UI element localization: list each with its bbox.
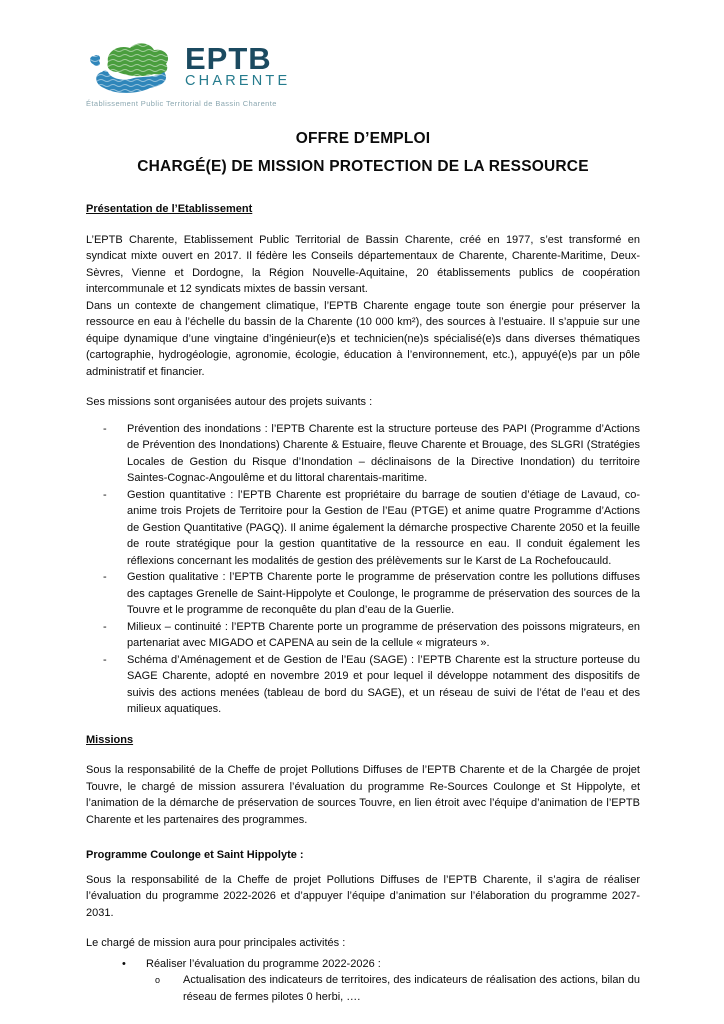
dash-marker: - <box>103 653 107 666</box>
project-item <box>86 652 640 718</box>
project-item-text: Schéma d’Aménagement et de Gestion de l’Eau (SAGE) : l’EPTB Charente est la structure porteuse du SAGE Charente, adopté en novembre 2019 et pour lequel il développe notamment des dispositifs de suivis des actions menées (tableau de bord du SAGE), et un réseau de suivi de l’état de l’eau et des milieux aquatiques. <box>127 653 640 715</box>
presentation-list-intro: Ses missions sont organisées autour des projets suivants : <box>86 396 373 408</box>
eptb-logo <box>86 38 301 108</box>
presentation-para-2: Dans un contexte de changement climatique, l’EPTB Charente engage toute son énergie pour préserver la ressource en eau à l’échelle du bassin de la Charente (10 000 km²), des sources à l’estuaire. Il s’appuie sur une équipe dynamique d’une vingtaine d’ingénieur(e)s et technicien(ne)s spécialisé(e)s dans diverses thématiques (cartographie, hydrogéologie, agronomie, écologie, éducation à l’environnement, etc.), appuyé(e)s par un pôle administratif et financier. <box>86 299 640 378</box>
projects-list <box>86 421 640 718</box>
project-item <box>86 569 640 619</box>
missions-heading: Missions <box>86 733 134 746</box>
project-item-text: Gestion qualitative : l’EPTB Charente porte le programme de préservation contre les pollutions diffuses des captages Grenelle de Saint-Hippolyte et Coulonge, le programme de préservation des sources de la Touvre et le programme de reconquête du plan d’eau de la Guerlie. <box>127 571 640 616</box>
activity-subitem-text: Actualisation des indicateurs de territoires, des indicateurs de réalisation des actions, bilan du réseau de fermes pilotes 0 herbi, …. <box>183 974 640 1003</box>
dash-marker: - <box>103 488 107 501</box>
project-item-text: Milieux – continuité : l’EPTB Charente porte un programme de préservation des poissons migrateurs, en partenariat avec MIGADO et CAPENA au sein de la cellule « migrateurs ». <box>127 620 640 649</box>
logo-tagline: Établissement Public Territorial de Bassin Charente <box>86 99 277 108</box>
project-item <box>86 421 640 487</box>
project-item-text: Prévention des inondations : l’EPTB Charente est la structure porteuse des PAPI (Programme d’Actions de Prévention des Inondations) Charente & Estuaire, fleuve Charente et Brouage, des SLGRI (Stratégies Locales de Gestion du Risque d’Inondation – déclinaisons de la Directive Inondation) du territoire Saintes-Cognac-Angoulême et du littoral charentais-maritime. <box>127 422 640 484</box>
project-item-text: Gestion quantitative : l’EPTB Charente est propriétaire du barrage de soutien d’étiage de Lavaud, co-anime trois Projets de Territoire pour la Gestion de l’Eau (PTGE) et anime quatre Programme d’Actions de Gestion Quantitative (PAGQ). Il anime également la démarche prospective Charente 2050 et la feuille de route stratégique pour la gestion quantitative de la ressource en eau. Il conduit également les réflexions concernant les modalités de gestion des prélèvements sur le Karst de La Rochefoucauld. <box>127 488 640 567</box>
presentation-para-1: L’EPTB Charente, Etablissement Public Territorial de Bassin Charente, créé en 1977, s’est transformé en syndicat mixte ouvert en 2017. Il fédère les Conseils départementaux de Charente, Charente-Maritime, Deux-Sèvres, Vienne et Dordogne, la Région Nouvelle-Aquitaine, 20 établissements publics de coopération intercommunale et 12 syndicats mixtes de bassin versant. <box>86 233 640 295</box>
missions-para: Sous la responsabilité de la Cheffe de projet Pollutions Diffuses de l’EPTB Charente et de la Chargée de projet Touvre, le chargé de mission assurera l’évaluation du programme Re-Sources Coulonge et St Hippolyte, et l’animation de la démarche de préservation de sources Touvre, en lien étroit avec l’équipe d’animation de l’EPTB Charente et les partenaires des programmes. <box>86 764 640 826</box>
project-item <box>86 487 640 570</box>
programme-para-2: Le chargé de mission aura pour principales activités : <box>86 937 346 949</box>
eptb-logo-row <box>86 38 301 96</box>
project-item <box>86 619 640 652</box>
basin-map-icon <box>86 38 174 96</box>
document-title <box>86 125 640 181</box>
programme-heading: Programme Coulonge et Saint Hippolyte : <box>86 849 304 861</box>
dash-marker: - <box>103 422 107 435</box>
activity-item <box>86 956 640 973</box>
logo-name: EPTB <box>185 41 272 76</box>
eptb-logo-text <box>185 41 291 90</box>
title-line-1: OFFRE D’EMPLOI <box>295 130 431 147</box>
title-line-2: CHARGÉ(E) DE MISSION PROTECTION DE LA RESSOURCE <box>137 158 589 175</box>
presentation-heading: Présentation de l’Etablissement <box>86 203 253 215</box>
programme-para-1: Sous la responsabilité de la Cheffe de projet Pollutions Diffuses de l’EPTB Charente, il s’agira de réaliser l’évaluation du programme 2022-2026 et d’appuyer l’équipe d’animation sur l’élaboration du programme 2027-2031. <box>86 873 640 919</box>
activities-list <box>86 956 640 1006</box>
dash-marker: - <box>103 571 107 583</box>
dash-marker: - <box>103 620 107 633</box>
circle-marker: o <box>155 975 161 985</box>
bullet-marker: • <box>122 957 126 970</box>
activity-item-text: Réaliser l’évaluation du programme 2022-2026 : <box>146 957 381 970</box>
activity-subitem <box>86 972 640 1005</box>
logo-subname: CHARENTE <box>185 73 291 89</box>
